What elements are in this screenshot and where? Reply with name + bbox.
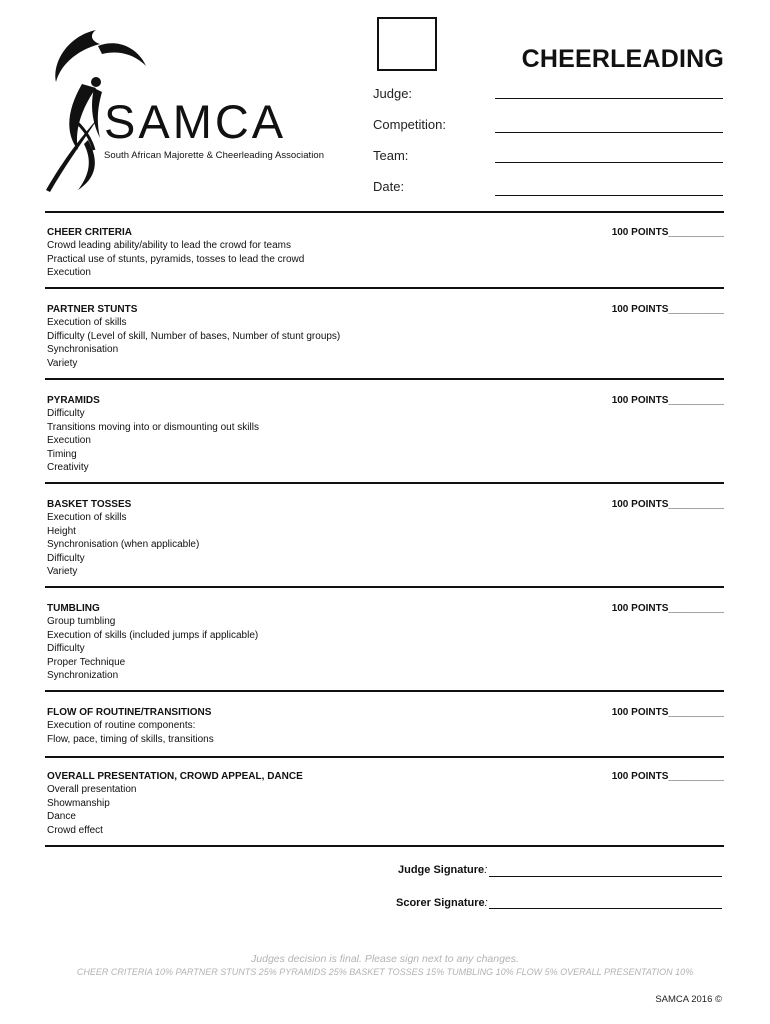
judge-field[interactable] (495, 98, 723, 99)
samca-subtitle: South African Majorette & Cheerleading Association (104, 150, 325, 161)
criteria-item: Variety (47, 357, 78, 369)
criteria-item: Execution of routine components: (47, 720, 196, 732)
footer-note: Judges decision is final. Please sign next to any changes. (251, 953, 519, 965)
criteria-item: Height (47, 525, 76, 537)
criteria-item: Dance (47, 811, 76, 823)
criteria-item: Execution (47, 435, 91, 447)
section-title: FLOW OF ROUTINE/TRANSITIONS (47, 707, 212, 718)
criteria-item: Synchronisation (47, 344, 119, 356)
criteria-item: Crowd effect (47, 824, 103, 836)
footer-weights: CHEER CRITERIA 10% PARTNER STUNTS 25% PYRAMIDS 25% BASKET TOSSES 15% TUMBLING 10% FLOW 5% OVERALL PRESENTATION 10% (76, 967, 694, 977)
section-title: PARTNER STUNTS (47, 304, 138, 315)
section-tumbling (47, 602, 724, 682)
team-field[interactable] (495, 162, 723, 163)
criteria-item: Execution of skills (47, 317, 127, 329)
criteria-item: Timing (47, 448, 77, 460)
criteria-item: Flow, pace, timing of skills, transitions (47, 733, 214, 745)
page-title: CHEERLEADING (521, 45, 724, 73)
criteria-item: Difficulty (47, 408, 85, 420)
section-title: PYRAMIDS (47, 395, 100, 406)
section-pyramids (47, 394, 724, 474)
criteria-item: Execution (47, 267, 91, 279)
divider (45, 845, 724, 847)
criteria-item: Execution of skills (47, 512, 127, 524)
divider (45, 482, 724, 484)
criteria-item: Transitions moving into or dismounting out skills (47, 421, 259, 433)
criteria-item: Synchronization (47, 670, 119, 682)
competition-label: Competition: (373, 117, 446, 132)
samca-wordmark: SAMCA (104, 95, 287, 148)
divider (45, 378, 724, 380)
section-title: BASKET TOSSES (47, 499, 132, 510)
criteria-item: Group tumbling (47, 616, 116, 628)
criteria-item: Execution of skills (included jumps if applicable) (47, 629, 259, 641)
divider (45, 690, 724, 692)
section-overall-presentation (47, 770, 724, 837)
section-cheer-criteria (47, 226, 724, 280)
divider (45, 756, 724, 758)
criteria-item: Creativity (47, 462, 89, 474)
criteria-item: Synchronisation (when applicable) (47, 539, 200, 551)
section-basket-tosses (47, 498, 724, 578)
criteria-item: Proper Technique (47, 656, 126, 668)
section-title: CHEER CRITERIA (47, 227, 133, 238)
divider (45, 287, 724, 289)
points-field[interactable]: 100 POINTS__________ (611, 603, 724, 614)
points-field[interactable]: 100 POINTS__________ (611, 771, 724, 782)
judge-signature-field[interactable] (489, 876, 722, 877)
criteria-item: Practical use of stunts, pyramids, tosses to lead the crowd (47, 253, 305, 265)
scorer-signature-field[interactable] (489, 908, 722, 909)
points-field[interactable]: 100 POINTS__________ (611, 499, 724, 510)
criteria-item: Difficulty (47, 643, 85, 655)
judge-signature-label: Judge Signature: (398, 864, 488, 876)
date-label: Date: (373, 179, 405, 194)
date-field[interactable] (495, 195, 723, 196)
score-box[interactable] (377, 17, 437, 71)
criteria-item: Crowd leading ability/ability to lead the crowd for teams (47, 240, 292, 252)
points-field[interactable]: 100 POINTS__________ (611, 707, 724, 718)
scorer-signature-label: Scorer Signature: (396, 897, 488, 909)
section-title: TUMBLING (47, 603, 100, 614)
section-partner-stunts (47, 303, 724, 370)
copyright: SAMCA 2016 © (655, 994, 722, 1005)
points-field[interactable]: 100 POINTS__________ (611, 395, 724, 406)
judge-label: Judge: (373, 86, 413, 101)
criteria-item: Difficulty (47, 552, 85, 564)
divider (45, 211, 724, 213)
competition-field[interactable] (495, 132, 723, 133)
points-field[interactable]: 100 POINTS__________ (611, 304, 724, 315)
divider (45, 586, 724, 588)
team-label: Team: (373, 148, 409, 163)
points-field[interactable]: 100 POINTS__________ (611, 227, 724, 238)
criteria-item: Difficulty (Level of skill, Number of bases, Number of stunt groups) (47, 330, 341, 342)
criteria-item: Overall presentation (47, 784, 137, 796)
section-flow-of-routine (47, 706, 724, 746)
criteria-item: Variety (47, 566, 78, 578)
criteria-item: Showmanship (47, 797, 110, 809)
section-title: OVERALL PRESENTATION, CROWD APPEAL, DANCE (47, 771, 303, 782)
